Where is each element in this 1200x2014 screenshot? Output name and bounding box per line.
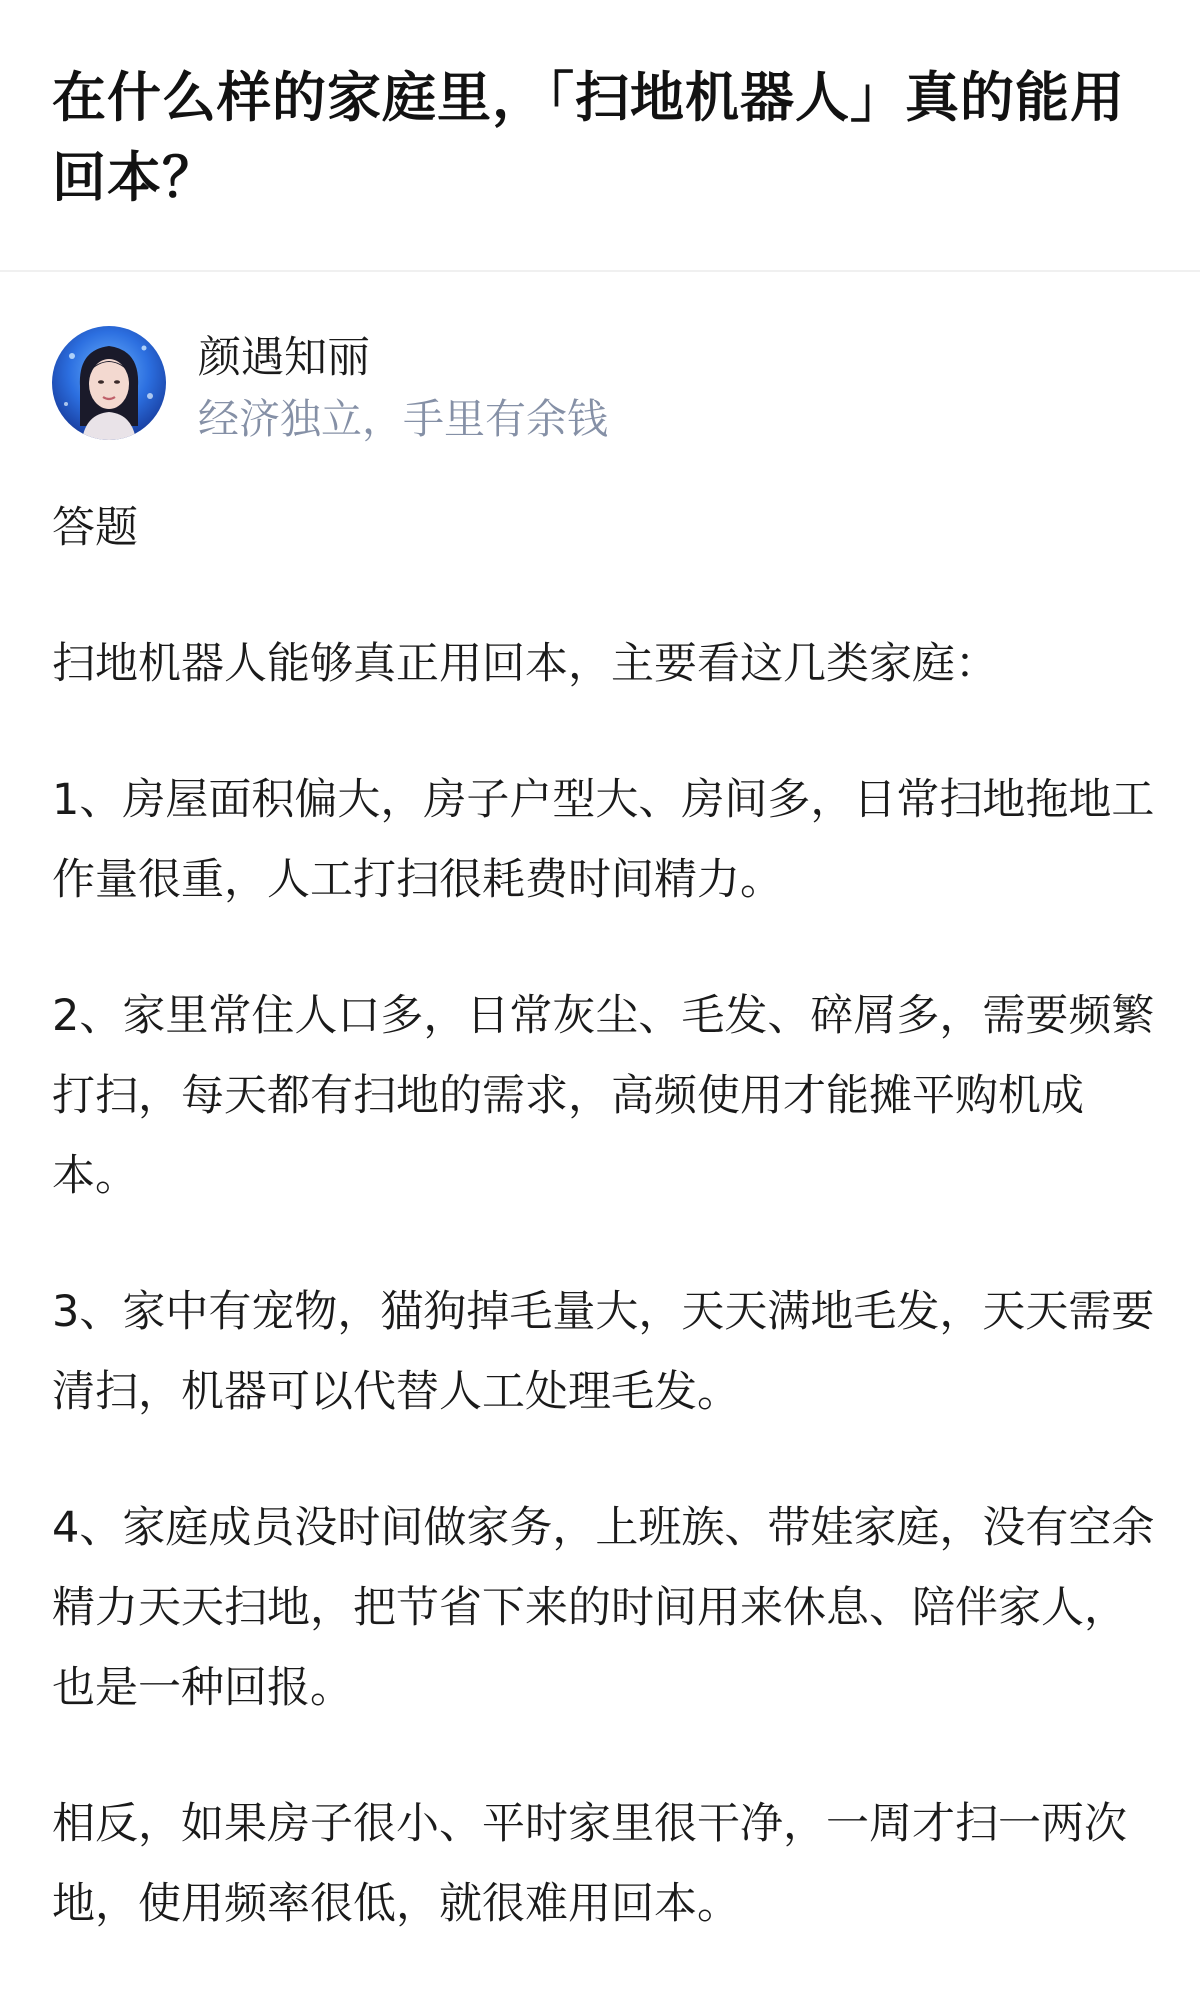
- answer-paragraph: 相反，如果房子很小、平时家里很干净，一周才扫一两次地，使用频率很低，就很难用回本。: [52, 1799, 1127, 1929]
- answer-label: 答题: [52, 503, 138, 553]
- answer-paragraph: 2、家里常住人口多，日常灰尘、毛发、碎屑多，需要频繁打扫，每天都有扫地的需求，高频使用才能摊平购机成本。: [52, 991, 1155, 1201]
- author-name[interactable]: 颜遇知丽: [198, 333, 370, 383]
- avatar[interactable]: [52, 326, 166, 440]
- answer-paragraph: 扫地机器人能够真正用回本，主要看这几类家庭：: [52, 639, 998, 689]
- question-header: [0, 0, 1200, 272]
- avatar-portrait-icon: [52, 326, 166, 440]
- answer-paragraph: 1、房屋面积偏大，房子户型大、房间多，日常扫地拖地工作量很重，人工打扫很耗费时间精力。: [52, 775, 1155, 905]
- answer-content: [52, 488, 1162, 2000]
- author-info: [52, 326, 1152, 442]
- author-bio: 经济独立，手里有余钱: [198, 395, 608, 443]
- answer-paragraph: 3、家中有宠物，猫狗掉毛量大，天天满地毛发，天天需要清扫，机器可以代替人工处理毛发。: [52, 1287, 1155, 1417]
- question-title[interactable]: 在什么样的家庭里，「扫地机器人」真的能用回本？: [52, 66, 1125, 209]
- answer-paragraph: 4、家庭成员没时间做家务，上班族、带娃家庭，没有空余精力天天扫地，把节省下来的时间用来休息、陪伴家人，也是一种回报。: [52, 1503, 1155, 1713]
